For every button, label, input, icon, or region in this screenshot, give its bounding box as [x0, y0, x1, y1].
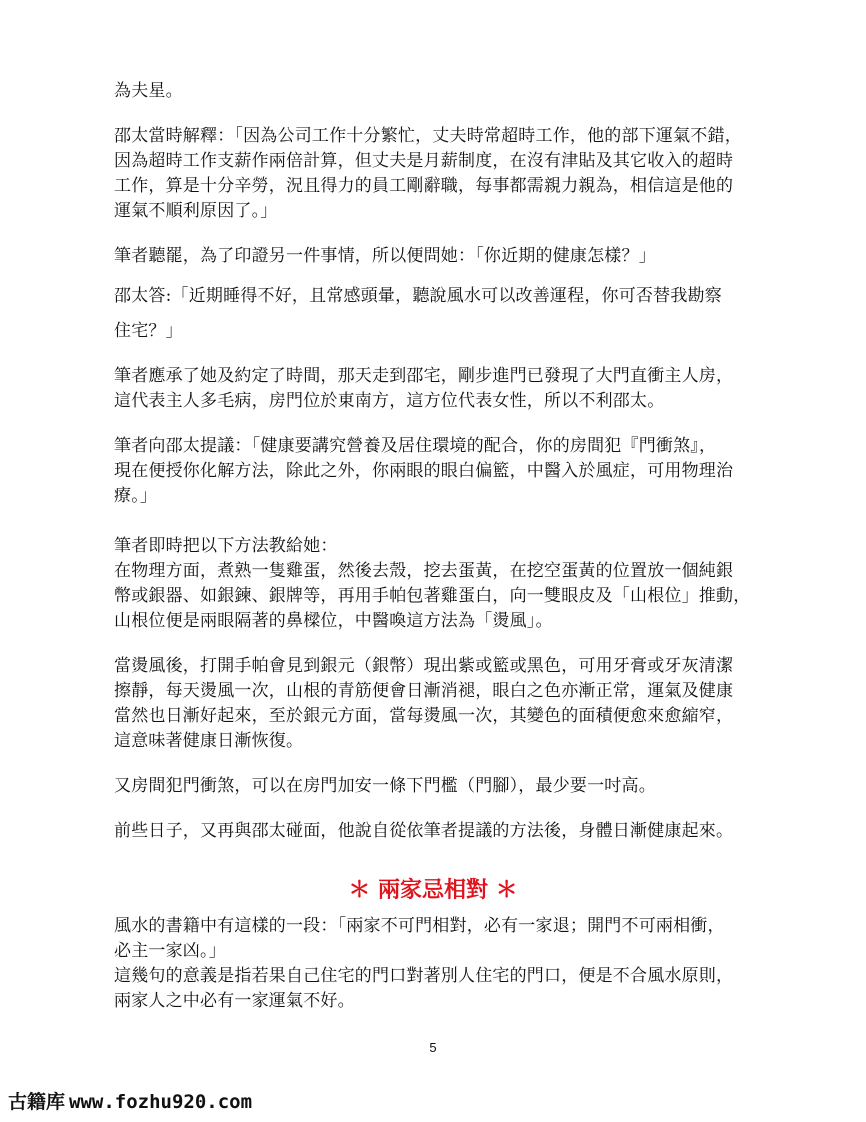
text-line: 邵太答:「近期睡得不好，且常感頭暈，聽說風水可以改善運程，你可否替我勘察 [114, 286, 722, 306]
text-line: 筆者聽罷，為了印證另一件事情，所以便問她：「你近期的健康怎樣？」 [114, 246, 656, 266]
text-line: 又房間犯門衝煞，可以在房門加安一條下門檻（門腳），最少要一吋高。 [114, 776, 656, 796]
text-line: 運氣不順利原因了。」 [114, 201, 278, 221]
text-line: 這意味著健康日漸恢復。 [114, 731, 304, 751]
footer-brand: 古籍库 [8, 1091, 66, 1113]
text-line: 風水的書籍中有這樣的一段：「兩家不可門相對，必有一家退；開門不可兩相衝， [114, 916, 725, 936]
text-line: 筆者應承了她及約定了時間，那天走到邵宅，剛步進門已發現了大門直衝主人房， [114, 366, 734, 386]
text-line: 擦靜，每天燙風一次，山根的青筋便會日漸消褪，眼白之色亦漸正常，運氣及健康 [114, 681, 734, 701]
text-line: 前些日子，又再與邵太碰面，他說自從依筆者提議的方法後，身體日漸健康起來。 [114, 821, 734, 841]
text-line: 這代表主人多毛病，房門位於東南方，這方位代表女性，所以不利邵太。 [114, 391, 665, 411]
text-line: 療。」 [114, 486, 158, 506]
page-number: 5 [429, 1040, 437, 1055]
text-line: 為夫星。 [114, 81, 183, 101]
text-line: 現在便授你化解方法，除此之外，你兩眼的眼白偏籃，中醫入於風症，可用物理治 [114, 461, 734, 481]
text-line: 工作，算是十分辛勞，況且得力的員工剛辭職，每事都需親力親為，相信這是他的 [114, 176, 734, 196]
section-heading: ＊ 兩家忌相對 ＊ [348, 878, 518, 903]
footer-watermark [8, 1087, 252, 1114]
text-line: 因為超時工作支薪作兩倍計算，但丈夫是月薪制度，在沒有津貼及其它收入的超時 [114, 151, 734, 171]
text-line: 必主一家凶。」 [114, 941, 226, 961]
text-line: 筆者即時把以下方法教給她： [114, 536, 338, 556]
text-line: 山根位便是兩眼隔著的鼻樑位，中醫喚這方法為「燙風」。 [114, 611, 553, 631]
text-line: 兩家人之中必有一家運氣不好。 [114, 991, 355, 1011]
text-line: 當然也日漸好起來，至於銀元方面，當每燙風一次，其變色的面積便愈來愈縮窄， [114, 706, 734, 726]
text-line: 當燙風後，打開手帕會見到銀元（銀幣）現出紫或籃或黑色，可用牙膏或牙灰清潔 [114, 656, 734, 676]
text-line: 幣或銀器、如銀鍊、銀牌等，再用手帕包著雞蛋白，向一雙眼皮及「山根位」推動， [114, 586, 751, 606]
footer-site-url[interactable]: www.fozhu920.com [69, 1091, 253, 1113]
text-line: 這幾句的意義是指若果自己住宅的門口對著別人住宅的門口，便是不合風水原則， [114, 966, 734, 986]
text-line: 住宅？」 [114, 321, 183, 341]
text-line: 在物理方面，煮熟一隻雞蛋，然後去殼，挖去蛋黃，在挖空蛋黃的位置放一個純銀 [114, 561, 734, 581]
text-line: 筆者向邵太提議：「健康要講究營養及居住環境的配合，你的房間犯『門衝煞』， [114, 436, 717, 456]
text-line: 邵太當時解釋：「因為公司工作十分繁忙，丈夫時常超時工作，他的部下運氣不錯， [114, 126, 742, 146]
